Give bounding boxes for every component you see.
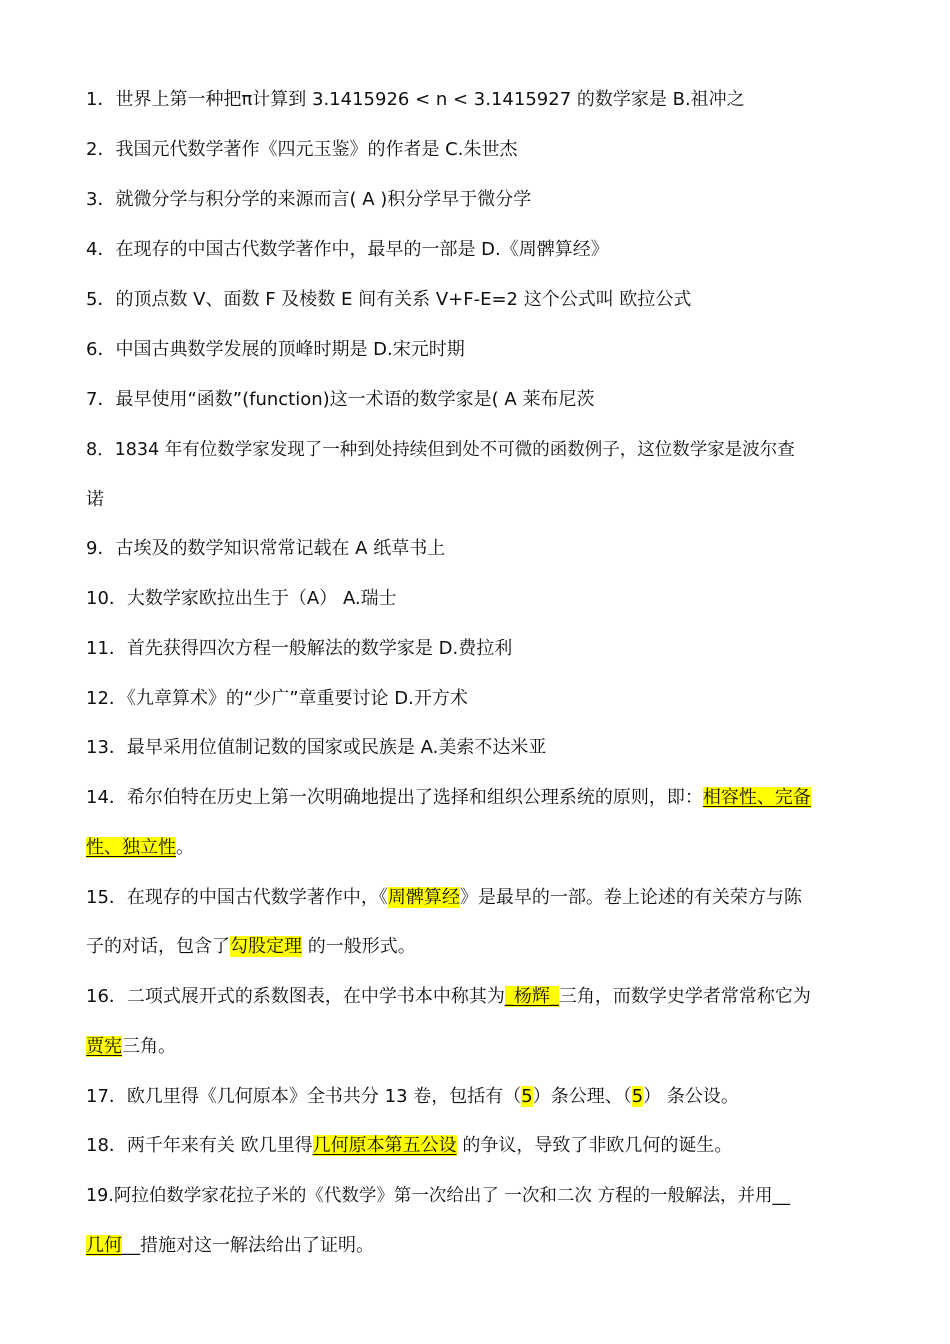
question-5: 5．的顶点数 V、面数 F 及棱数 E 间有关系 V+F-E=2 这个公式叫 欧拉公式 [86,289,692,310]
question-18 [86,1134,866,1158]
question-15-text-a: 15．在现存的中国古代数学著作中，《 [86,887,388,908]
question-16-continued [86,1035,866,1059]
question-15-continued [86,935,866,959]
question-9: 9．古埃及的数学知识常常记载在 A 纸草书上 [86,538,446,559]
question-6: 6．中国古典数学发展的顶峰时期是 D.宋元时期 [86,339,465,360]
question-17 [86,1085,866,1109]
question-18-text-a: 18．两千年来有关 欧几里得 [86,1135,313,1156]
question-14-answer-part2: 性、独立性 [86,837,176,858]
question-14-text: 14．希尔伯特在历史上第一次明确地提出了选择和组织公理系统的原则，即： [86,787,703,808]
question-3: 3．就微分学与积分学的来源而言( A )积分学早于微分学 [86,189,532,210]
question-17-text-b: ）条公理、（ [532,1086,632,1107]
question-18-text-b: 的争议，导致了非欧几何的诞生。 [456,1135,733,1156]
question-16-text-a: 16．二项式展开式的系数图表，在中学书本中称其为 [86,986,505,1007]
question-13: 13．最早采用位值制记数的国家或民族是 A.美索不达米亚 [86,737,547,758]
question-14-continued [86,836,866,860]
question-8-continued: 诺 [86,489,104,510]
question-17-text-a: 17．欧几里得《几何原本》全书共分 13 卷，包括有（ [86,1086,522,1107]
question-16-answer-2: 贾宪 [86,1036,122,1057]
question-16 [86,985,866,1009]
question-17-answer-1: 5 [521,1086,533,1107]
question-19-text-b: 措施对这一解法给出了证明。 [140,1235,374,1256]
question-19: 19.阿拉伯数学家花拉子米的《代数学》第一次给出了 一次和二次 方程的一般解法，并用__ [86,1186,790,1206]
question-14-end: 。 [176,837,194,858]
question-4: 4．在现存的中国古代数学著作中，最早的一部是 D.《周髀算经》 [86,239,609,260]
question-16-answer-1: _杨辉_ [504,986,559,1007]
question-15-answer-2: 勾股定理 [230,936,302,957]
question-16-text-b: 三角，而数学史学者常常称它为 [558,986,811,1007]
question-12: 12．《九章算术》的“少广”章重要讨论 D.开方术 [86,688,468,709]
question-18-answer: 几何原本第五公设 [312,1135,457,1156]
question-15-text-b: 》是最早的一部。卷上论述的有关荣方与陈 [459,887,802,908]
question-19-continued [86,1234,866,1258]
question-15-text-c: 子的对话，包含了 [86,936,230,957]
question-10: 10．大数学家欧拉出生于（A） A.瑞士 [86,588,397,609]
question-15-text-d: 的一般形式。 [302,936,416,957]
question-19-answer: 几何 [86,1235,122,1256]
question-19-blank: __ [122,1235,140,1256]
question-7: 7．最早使用“函数”(function)这一术语的数学家是( A 莱布尼茨 [86,389,595,410]
question-11: 11．首先获得四次方程一般解法的数学家是 D.费拉利 [86,638,513,659]
question-2: 2．我国元代数学著作《四元玉鉴》的作者是 C.朱世杰 [86,139,518,160]
question-8: 8．1834 年有位数学家发现了一种到处持续但到处不可微的函数例子，这位数学家是波尔查 [86,440,795,460]
question-15-answer-1: 周髀算经 [387,887,460,908]
question-16-text-c: 三角。 [122,1036,176,1057]
question-17-text-c: ） 条公设。 [643,1086,739,1107]
question-15 [86,886,866,910]
question-14 [86,786,866,810]
question-17-answer-2: 5 [631,1086,644,1107]
question-14-answer-part1: 相容性、完备 [702,787,811,808]
question-1: 1．世界上第一种把π计算到 3.1415926 < n < 3.1415927 的数学家是 B.祖冲之 [86,89,745,110]
